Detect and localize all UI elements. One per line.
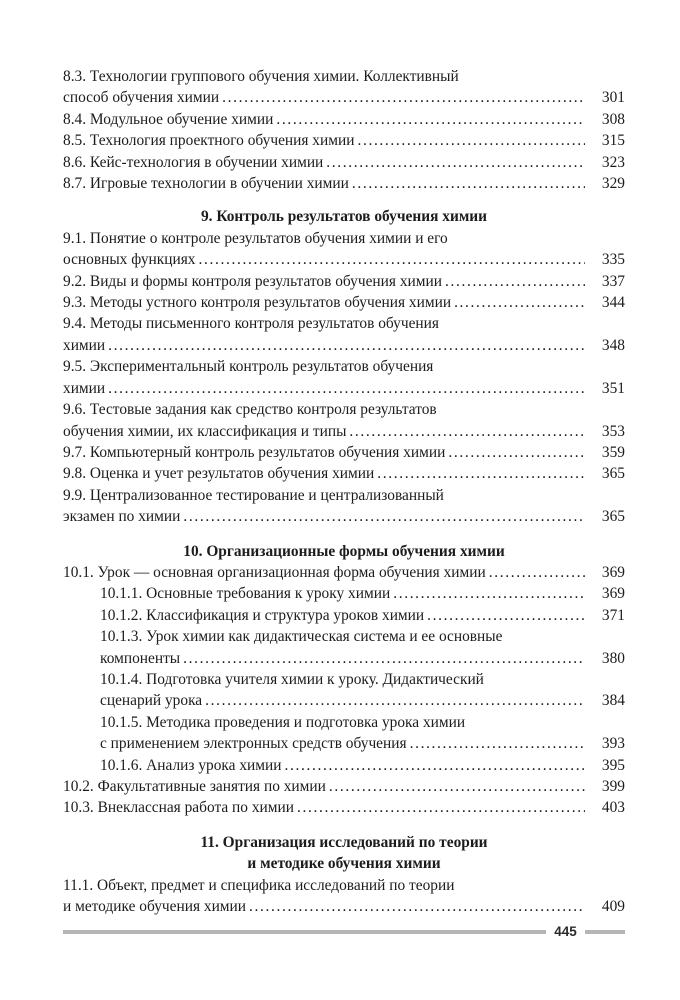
toc-entry-title: 9.8. Оценка и учет результатов обучения химии: [63, 465, 375, 483]
toc-page-number: 384: [601, 692, 625, 710]
toc-entry-9-1-line1: 9.1. Понятие о контроле результатов обучения химии и его: [63, 229, 448, 247]
toc-entry-title: химии: [63, 336, 106, 354]
toc-entry-9-6: [63, 421, 625, 442]
toc-entry-10-1: [63, 562, 625, 583]
toc-page-number: 344: [601, 294, 625, 312]
toc-entry-9-4: [63, 335, 625, 356]
toc-page-number: 353: [601, 422, 625, 440]
dot-leader: [410, 733, 585, 754]
toc-entry-title: 8.4. Модульное обучение химии: [63, 110, 274, 128]
dot-leader: [393, 583, 585, 604]
toc-entry-9-9-line1: 9.9. Централизованное тестирование и централизованный: [63, 486, 444, 504]
page-footer: [63, 921, 625, 943]
toc-entry-title: 10.1.2. Классификация и структура уроков химии: [100, 606, 425, 624]
toc-entry-title: 10.1.6. Анализ урока химии: [100, 756, 282, 774]
toc-page-number: 301: [601, 89, 625, 107]
toc-entry-11-1: [63, 896, 625, 917]
toc-page-number: 365: [601, 508, 625, 526]
toc-page-number: 395: [601, 756, 625, 774]
toc-page-number: 371: [601, 606, 625, 624]
dot-leader: [297, 797, 585, 818]
dot-leader: [352, 173, 585, 194]
dot-leader: [454, 292, 585, 313]
dot-leader: [183, 648, 585, 669]
toc-entry-9-1: [63, 249, 625, 270]
toc-entry-10-1-3: [63, 648, 625, 669]
toc-entry-title: химии: [63, 379, 106, 397]
toc-page-number: 329: [601, 175, 625, 193]
toc-entry-title: 8.5. Технология проектного обучения химии: [63, 132, 355, 150]
toc-page-number: 365: [601, 465, 625, 483]
dot-leader: [249, 896, 585, 917]
dot-leader: [108, 378, 585, 399]
toc-entry-title: с применением электронных средств обучения: [100, 735, 407, 753]
toc-entry-title: 9.2. Виды и формы контроля результатов обучения химии: [63, 272, 442, 290]
dot-leader: [108, 335, 585, 356]
toc-page-number: 337: [601, 272, 625, 290]
chapter-heading-11: 11. Организация исследований по теории: [200, 833, 488, 851]
toc-entry-9-9: [63, 506, 625, 527]
toc-entry-9-5: [63, 378, 625, 399]
toc-page-number: 409: [601, 898, 625, 916]
toc-page-number: 380: [601, 649, 625, 667]
toc-entry-title: сценарий урока: [100, 692, 203, 710]
toc-entry-title: компоненты: [100, 649, 181, 667]
dot-leader: [222, 87, 585, 108]
toc-entry-8-6: [63, 152, 625, 173]
chapter-heading-9: 9. Контроль результатов обучения химии: [200, 208, 488, 226]
toc-entry-title: 9.7. Компьютерный контроль результатов обучения химии: [63, 443, 446, 461]
toc-entry-title: 10.1. Урок — основная организационная форма обучения химии: [63, 563, 486, 581]
toc-page-number: 351: [601, 379, 625, 397]
dot-leader: [349, 421, 585, 442]
dot-leader: [276, 109, 585, 130]
toc-entry-9-8: [63, 463, 625, 484]
toc-entry-9-3: [63, 292, 625, 313]
dot-leader: [427, 605, 585, 626]
toc-entry-9-4-line1: 9.4. Методы письменного контроля результатов обучения: [63, 315, 439, 333]
toc-entry-title: способ обучения химии: [63, 89, 220, 107]
toc-entry-9-7: [63, 442, 625, 463]
toc-entry-10-1-4-line1: 10.1.4. Подготовка учителя химии к уроку. Дидактический: [100, 670, 484, 688]
dot-leader: [377, 463, 585, 484]
toc-entry-title: обучения химии, их классификация и типы: [63, 422, 347, 440]
toc-entry-title: и методике обучения химии: [63, 898, 247, 916]
toc-entry-title: 8.6. Кейс-технология в обучении химии: [63, 153, 324, 171]
toc-page-number: 393: [601, 735, 625, 753]
toc-entry-10-1-4: [63, 690, 625, 711]
toc-entry-title: 10.3. Внеклассная работа по химии: [63, 799, 294, 817]
toc-entry-title: 9.3. Методы устного контроля результатов обучения химии: [63, 294, 452, 312]
toc-entry-10-1-2: [63, 605, 625, 626]
dot-leader: [357, 130, 585, 151]
toc-entry-10-1-3-line1: 10.1.3. Урок химии как дидактическая система и ее основные: [100, 628, 503, 646]
toc-entry-10-1-1: [63, 583, 625, 604]
toc-entry-9-6-line1: 9.6. Тестовые задания как средство контроля результатов: [63, 401, 437, 419]
dot-leader: [285, 755, 586, 776]
toc-entry-8-3: [63, 87, 625, 108]
table-of-contents: [63, 66, 625, 917]
toc-entry-title: 10.1.1. Основные требования к уроку химии: [100, 585, 391, 603]
footer-rule-right: [585, 930, 625, 934]
dot-leader: [445, 271, 585, 292]
dot-leader: [448, 442, 585, 463]
toc-entry-9-2: [63, 271, 625, 292]
dot-leader: [329, 776, 585, 797]
toc-entry-title: основных функциях: [63, 251, 196, 269]
toc-page-number: 308: [601, 110, 625, 128]
toc-page-number: 369: [601, 585, 625, 603]
toc-page-number: 315: [601, 132, 625, 150]
toc-entry-title: 10.2. Факультативные занятия по химии: [63, 778, 326, 795]
toc-entry-11-1-line1: 11.1. Объект, предмет и специфика исследований по теории: [63, 876, 455, 894]
toc-entry-8-5: [63, 130, 625, 151]
toc-entry-10-1-6: [63, 755, 625, 776]
toc-entry-title: 8.7. Игровые технологии в обучении химии: [63, 175, 349, 193]
toc-page-number: 399: [601, 778, 625, 795]
toc-page-number: 403: [601, 799, 625, 817]
toc-page-number: 335: [601, 251, 625, 269]
toc-page-number: 369: [601, 563, 625, 581]
toc-entry-9-5-line1: 9.5. Экспериментальный контроль результатов обучения: [63, 358, 434, 376]
toc-entry-title: экзамен по химии: [63, 508, 181, 526]
toc-entry-10-1-5: [63, 733, 625, 754]
dot-leader: [183, 506, 585, 527]
toc-page-number: 359: [601, 443, 625, 461]
dot-leader: [326, 152, 585, 173]
toc-entry-8-4: [63, 109, 625, 130]
toc-entry-10-2: [63, 776, 625, 797]
toc-page-number: 348: [601, 336, 625, 354]
page-number: 445: [554, 924, 577, 939]
dot-leader: [489, 562, 585, 583]
footer-rule-left: [63, 930, 546, 934]
chapter-heading-10: 10. Организационные формы обучения химии: [183, 542, 505, 560]
toc-entry-8-3-line1: 8.3. Технологии группового обучения химии. Коллективный: [63, 68, 459, 85]
toc-page-number: 323: [601, 153, 625, 171]
toc-entry-8-7: [63, 173, 625, 194]
chapter-heading-11-line2: и методике обучения химии: [247, 855, 441, 873]
dot-leader: [205, 690, 585, 711]
toc-entry-10-1-5-line1: 10.1.5. Методика проведения и подготовка урока химии: [100, 713, 466, 731]
toc-entry-10-3: [63, 797, 625, 818]
dot-leader: [198, 249, 585, 270]
